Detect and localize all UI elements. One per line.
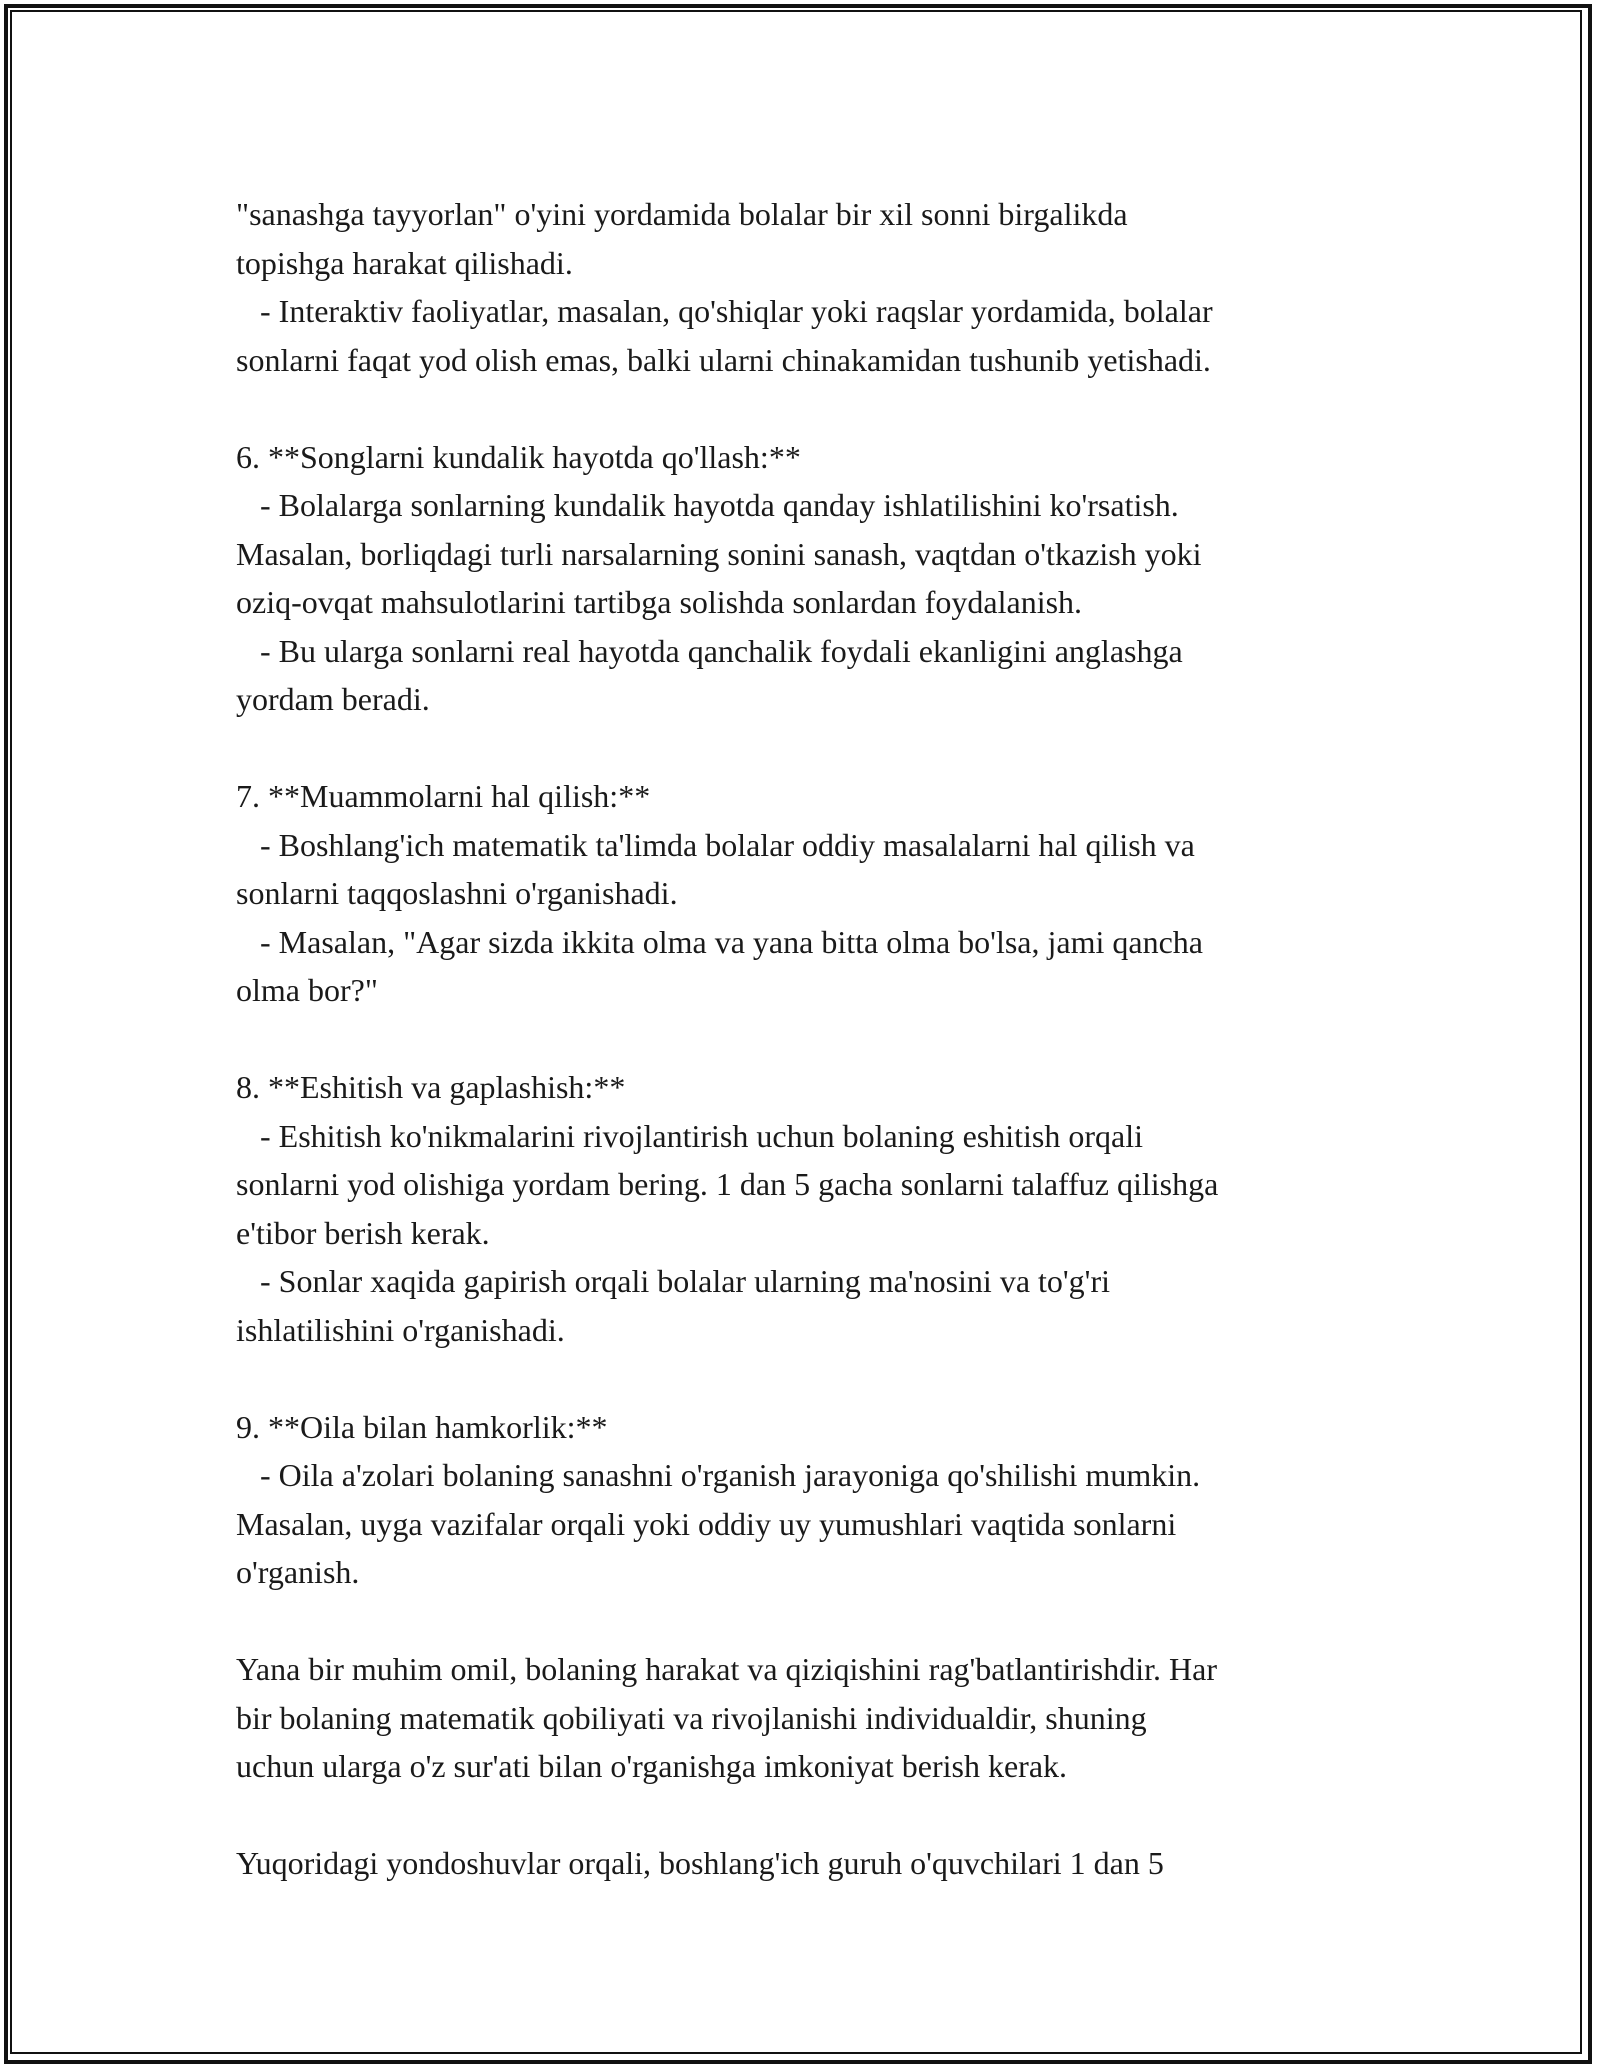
text-line: 7. **Muammolarni hal qilish:** xyxy=(236,778,651,814)
text-line: - Masalan, "Agar sizda ikkita olma va yana bitta olma bo'lsa, jami qancha xyxy=(236,923,1203,960)
text-line: Yuqoridagi yondoshuvlar orqali, boshlang'ich guruh o'quvchilari 1 dan 5 xyxy=(236,1845,1164,1881)
text-line: olma bor?" xyxy=(236,972,378,1008)
text-line: Masalan, uyga vazifalar orqali yoki oddiy uy yumushlari vaqtida sonlarni xyxy=(236,1505,1177,1542)
text-line: Yana bir muhim omil, bolaning harakat va qiziqishini rag'batlantirishdir. Har xyxy=(236,1651,1217,1687)
text-line: "sanashga tayyorlan" o'yini yordamida bolalar bir xil sonni birgalikda xyxy=(236,196,1128,232)
text-line: 6. **Songlarni kundalik hayotda qo'llash:** xyxy=(236,438,801,475)
text-line: sonlarni taqqoslashni o'rganishadi. xyxy=(236,875,678,911)
text-line: - Bolalarga sonlarning kundalik hayotda qanday ishlatilishini ko'rsatish. xyxy=(236,487,1179,523)
paragraph-gap xyxy=(236,1015,1396,1064)
text-line: - Sonlar xaqida gapirish orqali bolalar ularning ma'nosini va to'g'ri xyxy=(236,1263,1110,1299)
paragraph-gap xyxy=(236,724,1396,773)
paragraph-gap xyxy=(236,1597,1396,1646)
text-line: oziq-ovqat mahsulotlarini tartibga solishda sonlardan foydalanish. xyxy=(236,584,1083,620)
text-line: ishlatilishini o'rganishadi. xyxy=(236,1311,565,1348)
text-line: uchun ularga o'z sur'ati bilan o'rganishga imkoniyat berish kerak. xyxy=(236,1748,1068,1784)
text-line: - Oila a'zolari bolaning sanashni o'rganish jarayoniga qo'shilishi mumkin. xyxy=(236,1457,1201,1493)
text-line: 8. **Eshitish va gaplashish:** xyxy=(236,1069,626,1105)
text-line: - Boshlang'ich matematik ta'limda bolalar oddiy masalalarni hal qilish va xyxy=(236,826,1195,863)
paragraph-gap xyxy=(236,1354,1396,1403)
paragraph-gap xyxy=(236,384,1396,433)
text-line: yordam beradi. xyxy=(236,681,430,717)
text-line: e'tibor berish kerak. xyxy=(236,1214,490,1251)
text-line: Masalan, borliqdagi turli narsalarning sonini sanash, vaqtdan o'tkazish yoki xyxy=(236,535,1202,572)
text-line: 9. **Oila bilan hamkorlik:** xyxy=(236,1408,608,1445)
text-line: - Eshitish ko'nikmalarini rivojlantirish uchun bolaning eshitish orqali xyxy=(236,1117,1143,1154)
text-line: - Bu ularga sonlarni real hayotda qanchalik foydali ekanligini anglashga xyxy=(236,632,1183,669)
text-line: bir bolaning matematik qobiliyati va rivojlanishi individualdir, shuning xyxy=(236,1699,1147,1736)
text-line: topishga harakat qilishadi. xyxy=(236,244,573,281)
text-line: o'rganish. xyxy=(236,1554,360,1590)
paragraph-gap xyxy=(236,1791,1396,1840)
text-line: sonlarni yod olishiga yordam bering. 1 dan 5 gacha sonlarni talaffuz qilishga xyxy=(236,1166,1219,1202)
document-body xyxy=(236,190,1396,1888)
text-line: - Interaktiv faoliyatlar, masalan, qo'shiqlar yoki raqslar yordamida, bolalar xyxy=(236,293,1213,329)
text-line: sonlarni faqat yod olish emas, balki ularni chinakamidan tushunib yetishadi. xyxy=(236,341,1211,378)
